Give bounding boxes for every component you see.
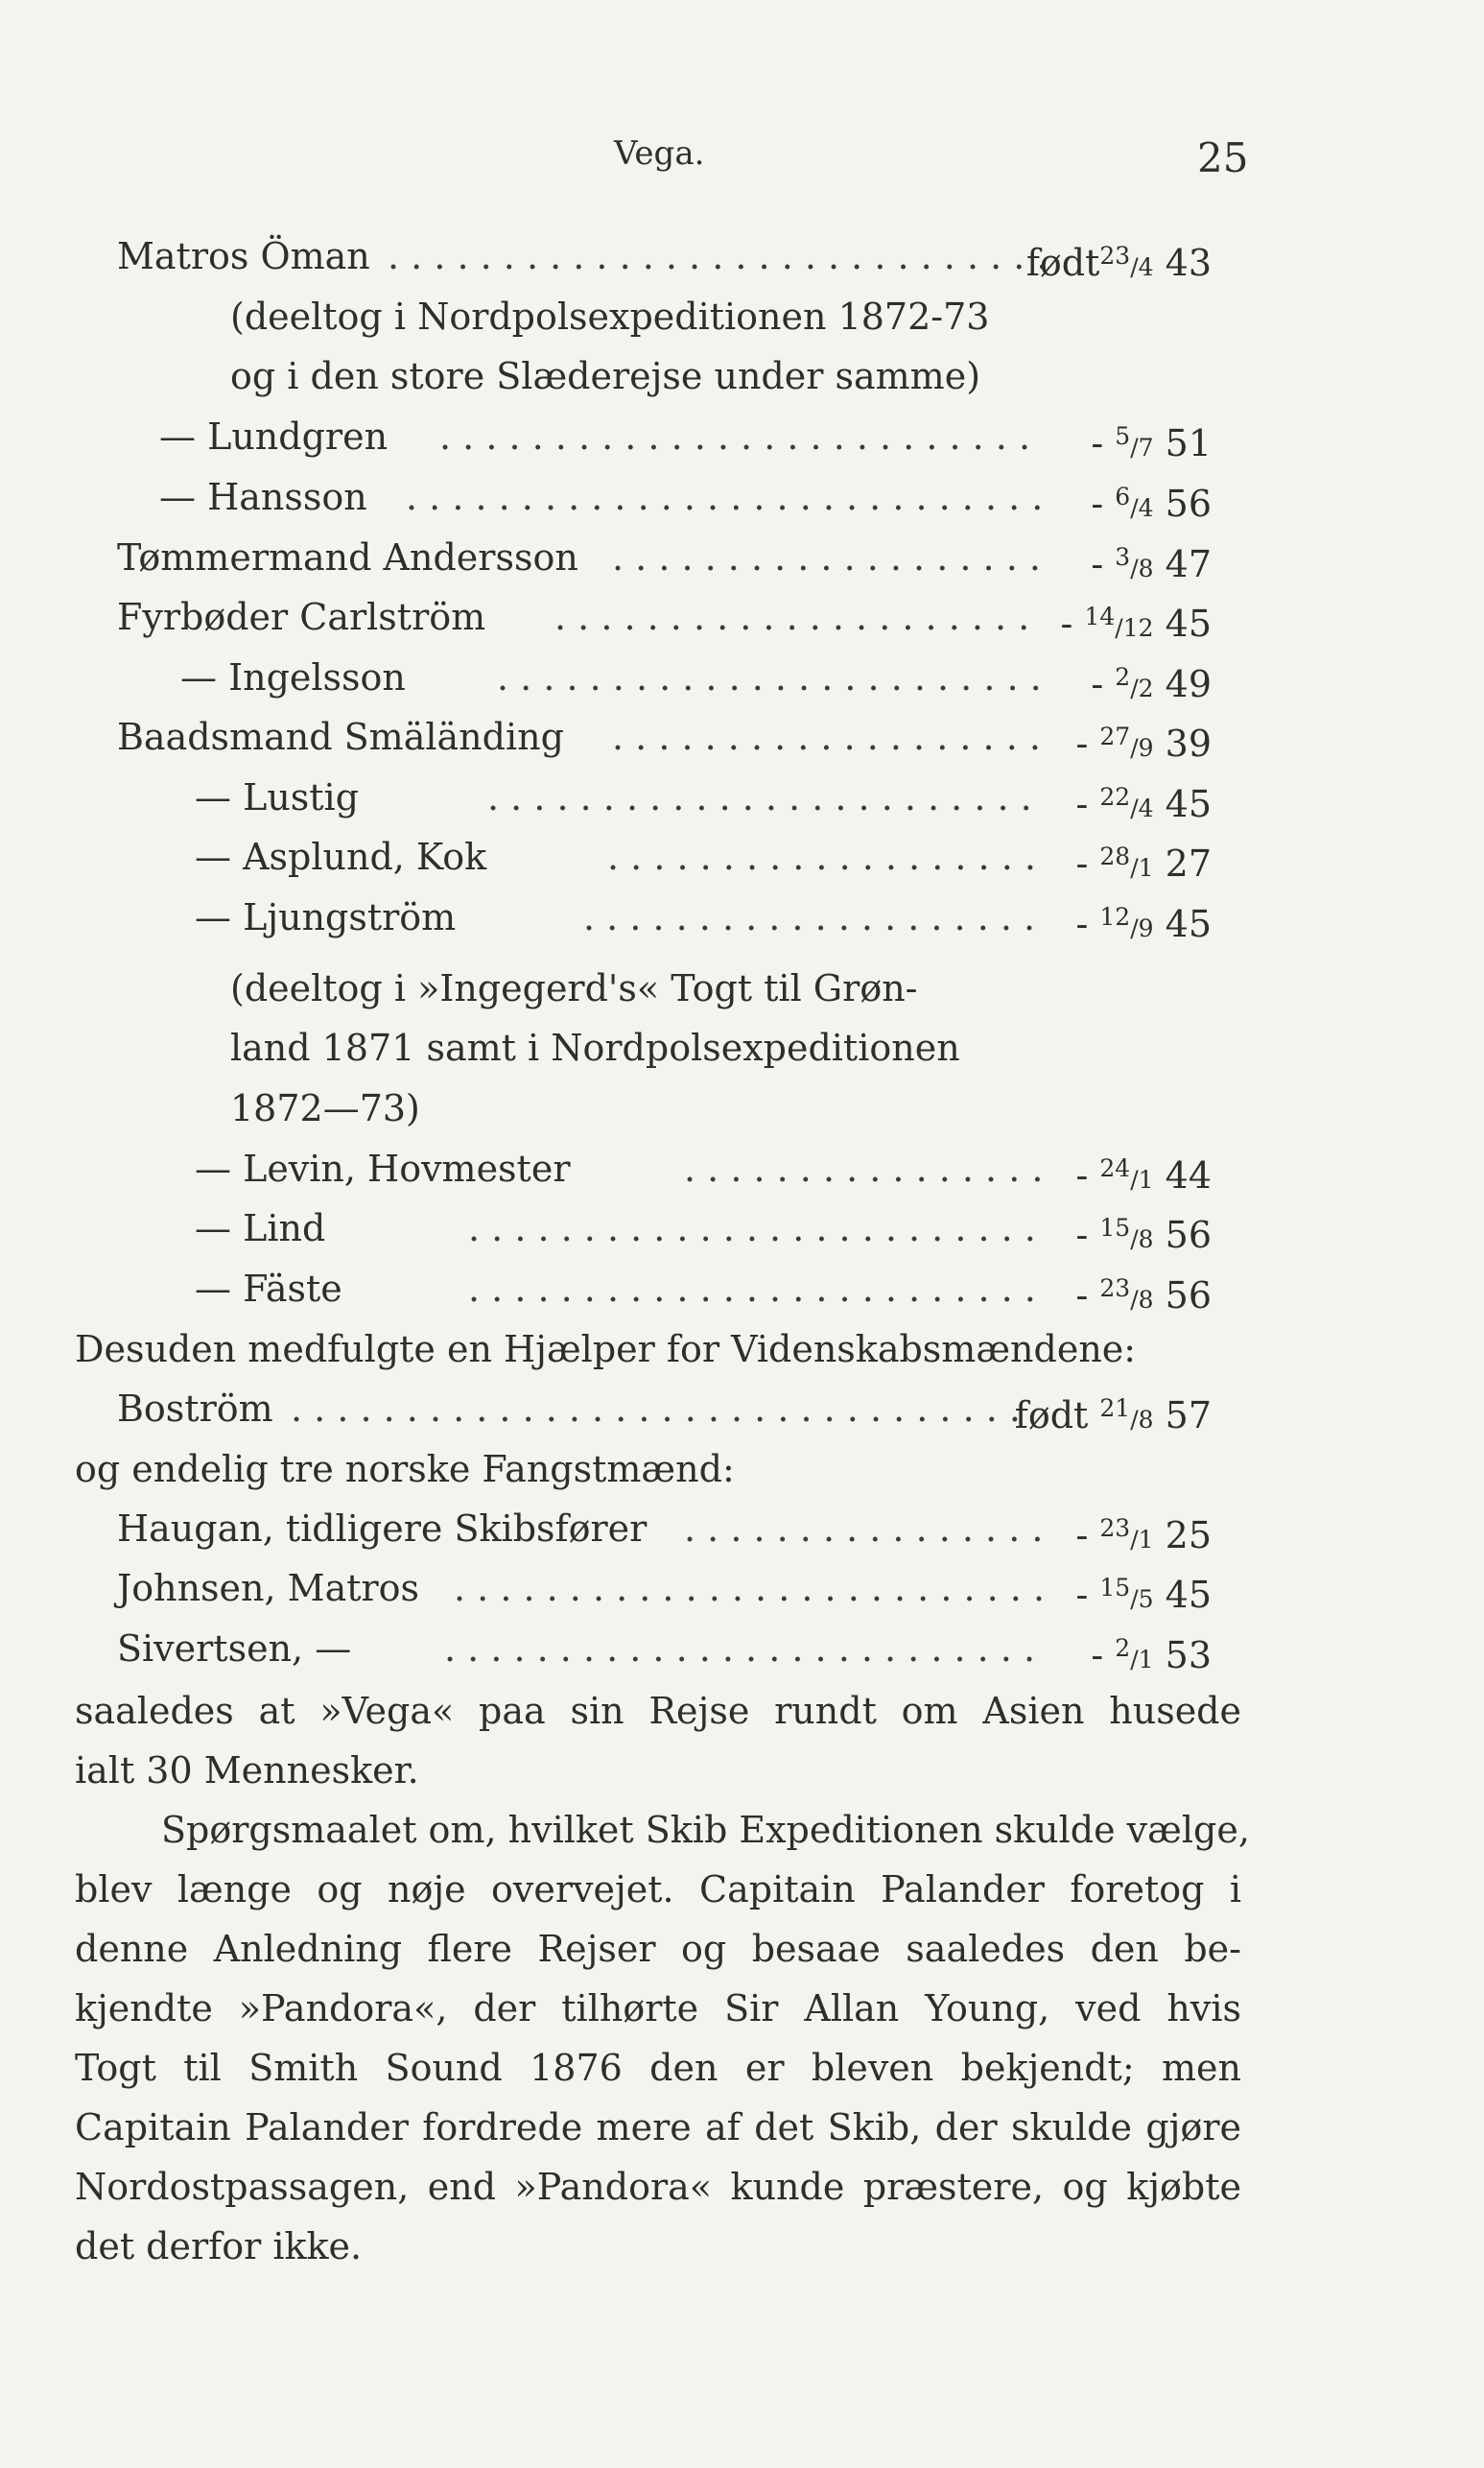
text-line: Spørgsmaalet om, hvilket Skib Expeditionen skulde vælge, xyxy=(161,1809,1250,1851)
birth-date: - $^6$/4 56 xyxy=(1091,483,1212,525)
leader-dots xyxy=(291,1380,1034,1437)
crew-entry xyxy=(75,889,1212,946)
crew-note-line: land 1871 samt i Nordpolsexpeditionen xyxy=(230,1027,960,1069)
crew-name: — Ingelsson xyxy=(180,656,406,699)
crew-name: Johnsen, Matros xyxy=(117,1567,420,1609)
crew-name: Haugan, tidligere Skibsfører xyxy=(117,1507,648,1550)
crew-entry xyxy=(75,588,1212,646)
crew-name: — Asplund, Kok xyxy=(195,836,487,878)
leader-dots xyxy=(612,708,1044,766)
text-line: Capitain Palander fordrede mere af det Skib, der skulde gjøre xyxy=(75,2106,1241,2148)
crew-name: Matros Öman xyxy=(117,235,370,277)
text-line: blev længe og nøje overvejet. Capitain Palander foretog i xyxy=(75,1868,1241,1910)
crew-entry xyxy=(75,529,1212,586)
leader-dots xyxy=(468,1199,1044,1257)
crew-name: — Fäste xyxy=(195,1268,342,1310)
norwegian-intro: og endelig tre norske Fangstmænd: xyxy=(75,1448,735,1490)
birth-date: - $^{12}$/9 45 xyxy=(1075,903,1212,945)
crew-note-line: og i den store Slæderejse under samme) xyxy=(230,355,981,397)
running-title: Vega. xyxy=(614,134,705,173)
birth-date: født $^{21}$/8 57 xyxy=(1014,1394,1212,1436)
leader-dots xyxy=(497,649,1044,706)
birth-date: - $^{15}$/5 45 xyxy=(1075,1574,1212,1616)
text-line: Togt til Smith Sound 1876 den er bleven bekjendt; men xyxy=(75,2047,1241,2089)
crew-name: Boström xyxy=(117,1388,273,1430)
crew-entry xyxy=(75,468,1212,526)
crew-note-line: (deeltog i »Ingegerd's« Togt til Grøn- xyxy=(230,967,918,1009)
leader-dots xyxy=(439,408,1044,465)
birth-date: - $^{23}$/1 25 xyxy=(1075,1514,1212,1556)
crew-note-line: 1872—73) xyxy=(230,1087,420,1129)
text-line: ialt 30 Mennesker. xyxy=(75,1749,419,1792)
crew-entry xyxy=(75,1260,1212,1317)
leader-dots xyxy=(388,227,1046,285)
summary-paragraph xyxy=(75,1681,1241,1800)
crew-name: — Lind xyxy=(195,1207,326,1249)
birth-date: - $^5$/7 51 xyxy=(1091,422,1212,464)
page-number: 25 xyxy=(1197,134,1249,181)
birth-date: - $^{15}$/8 56 xyxy=(1075,1214,1212,1256)
helper-intro: Desuden medfulgte en Hjælper for Videnskabsmændene: xyxy=(75,1328,1137,1370)
crew-note-line: (deeltog i Nordpolsexpeditionen 1872-73 xyxy=(230,296,990,338)
crew-name: — Ljungström xyxy=(195,896,457,938)
crew-entry xyxy=(75,408,1212,465)
leader-dots xyxy=(554,588,1044,646)
crew-name: — Lundgren xyxy=(159,415,389,458)
crew-name: Fyrbøder Carlström xyxy=(117,596,486,638)
leader-dots xyxy=(444,1620,1044,1677)
crew-entry xyxy=(75,1559,1212,1617)
text-line: det derfor ikke. xyxy=(75,2225,363,2267)
crew-name: Sivertsen, — xyxy=(117,1627,352,1670)
text-line: kjendte »Pandora«, der tilhørte Sir Allan Young, ved hvis xyxy=(75,1987,1241,2029)
birth-date: - $^{27}$/9 39 xyxy=(1075,723,1212,765)
crew-entry xyxy=(75,1500,1212,1557)
crew-name: — Hansson xyxy=(159,476,367,518)
crew-name: — Lustig xyxy=(195,776,360,819)
crew-entry xyxy=(75,828,1212,886)
crew-entry xyxy=(75,649,1212,706)
birth-date: - $^3$/8 47 xyxy=(1091,543,1212,585)
leader-dots xyxy=(612,529,1044,586)
leader-dots xyxy=(468,1260,1044,1317)
crew-entry xyxy=(75,1380,1212,1437)
birth-date: - $^{23}$/8 56 xyxy=(1075,1274,1212,1317)
leader-dots xyxy=(487,769,1044,826)
crew-entry xyxy=(75,1620,1212,1677)
crew-name: Tømmermand Andersson xyxy=(117,536,578,579)
birth-date: - $^{14}$/12 45 xyxy=(1060,603,1212,645)
crew-entry xyxy=(75,769,1212,826)
text-line: saaledes at »Vega« paa sin Rejse rundt om Asien husede xyxy=(75,1690,1241,1732)
leader-dots xyxy=(607,828,1044,886)
crew-name: Baadsmand Smäländing xyxy=(117,716,564,758)
crew-entry xyxy=(75,1140,1212,1198)
crew-entry xyxy=(75,1199,1212,1257)
birth-date: - $^{28}$/1 27 xyxy=(1075,842,1212,885)
birth-date: - $^2$/1 53 xyxy=(1091,1634,1212,1676)
birth-date: - $^{24}$/1 44 xyxy=(1075,1154,1212,1197)
leader-dots xyxy=(454,1559,1044,1617)
text-line: denne Anledning flere Rejser og besaae saaledes den be- xyxy=(75,1928,1241,1970)
leader-dots xyxy=(583,889,1044,946)
crew-name: — Levin, Hovmester xyxy=(195,1148,571,1190)
leader-dots xyxy=(406,468,1044,526)
birth-date: født$^{23}$/4 43 xyxy=(1025,242,1212,284)
birth-date: - $^{22}$/4 45 xyxy=(1075,783,1212,825)
body-paragraph xyxy=(75,1800,1250,2276)
crew-entry xyxy=(75,227,1212,285)
crew-entry xyxy=(75,708,1212,766)
birth-date: - $^2$/2 49 xyxy=(1091,663,1212,705)
text-line: Nordostpassagen, end »Pandora« kunde præstere, og kjøbte xyxy=(75,2166,1241,2208)
